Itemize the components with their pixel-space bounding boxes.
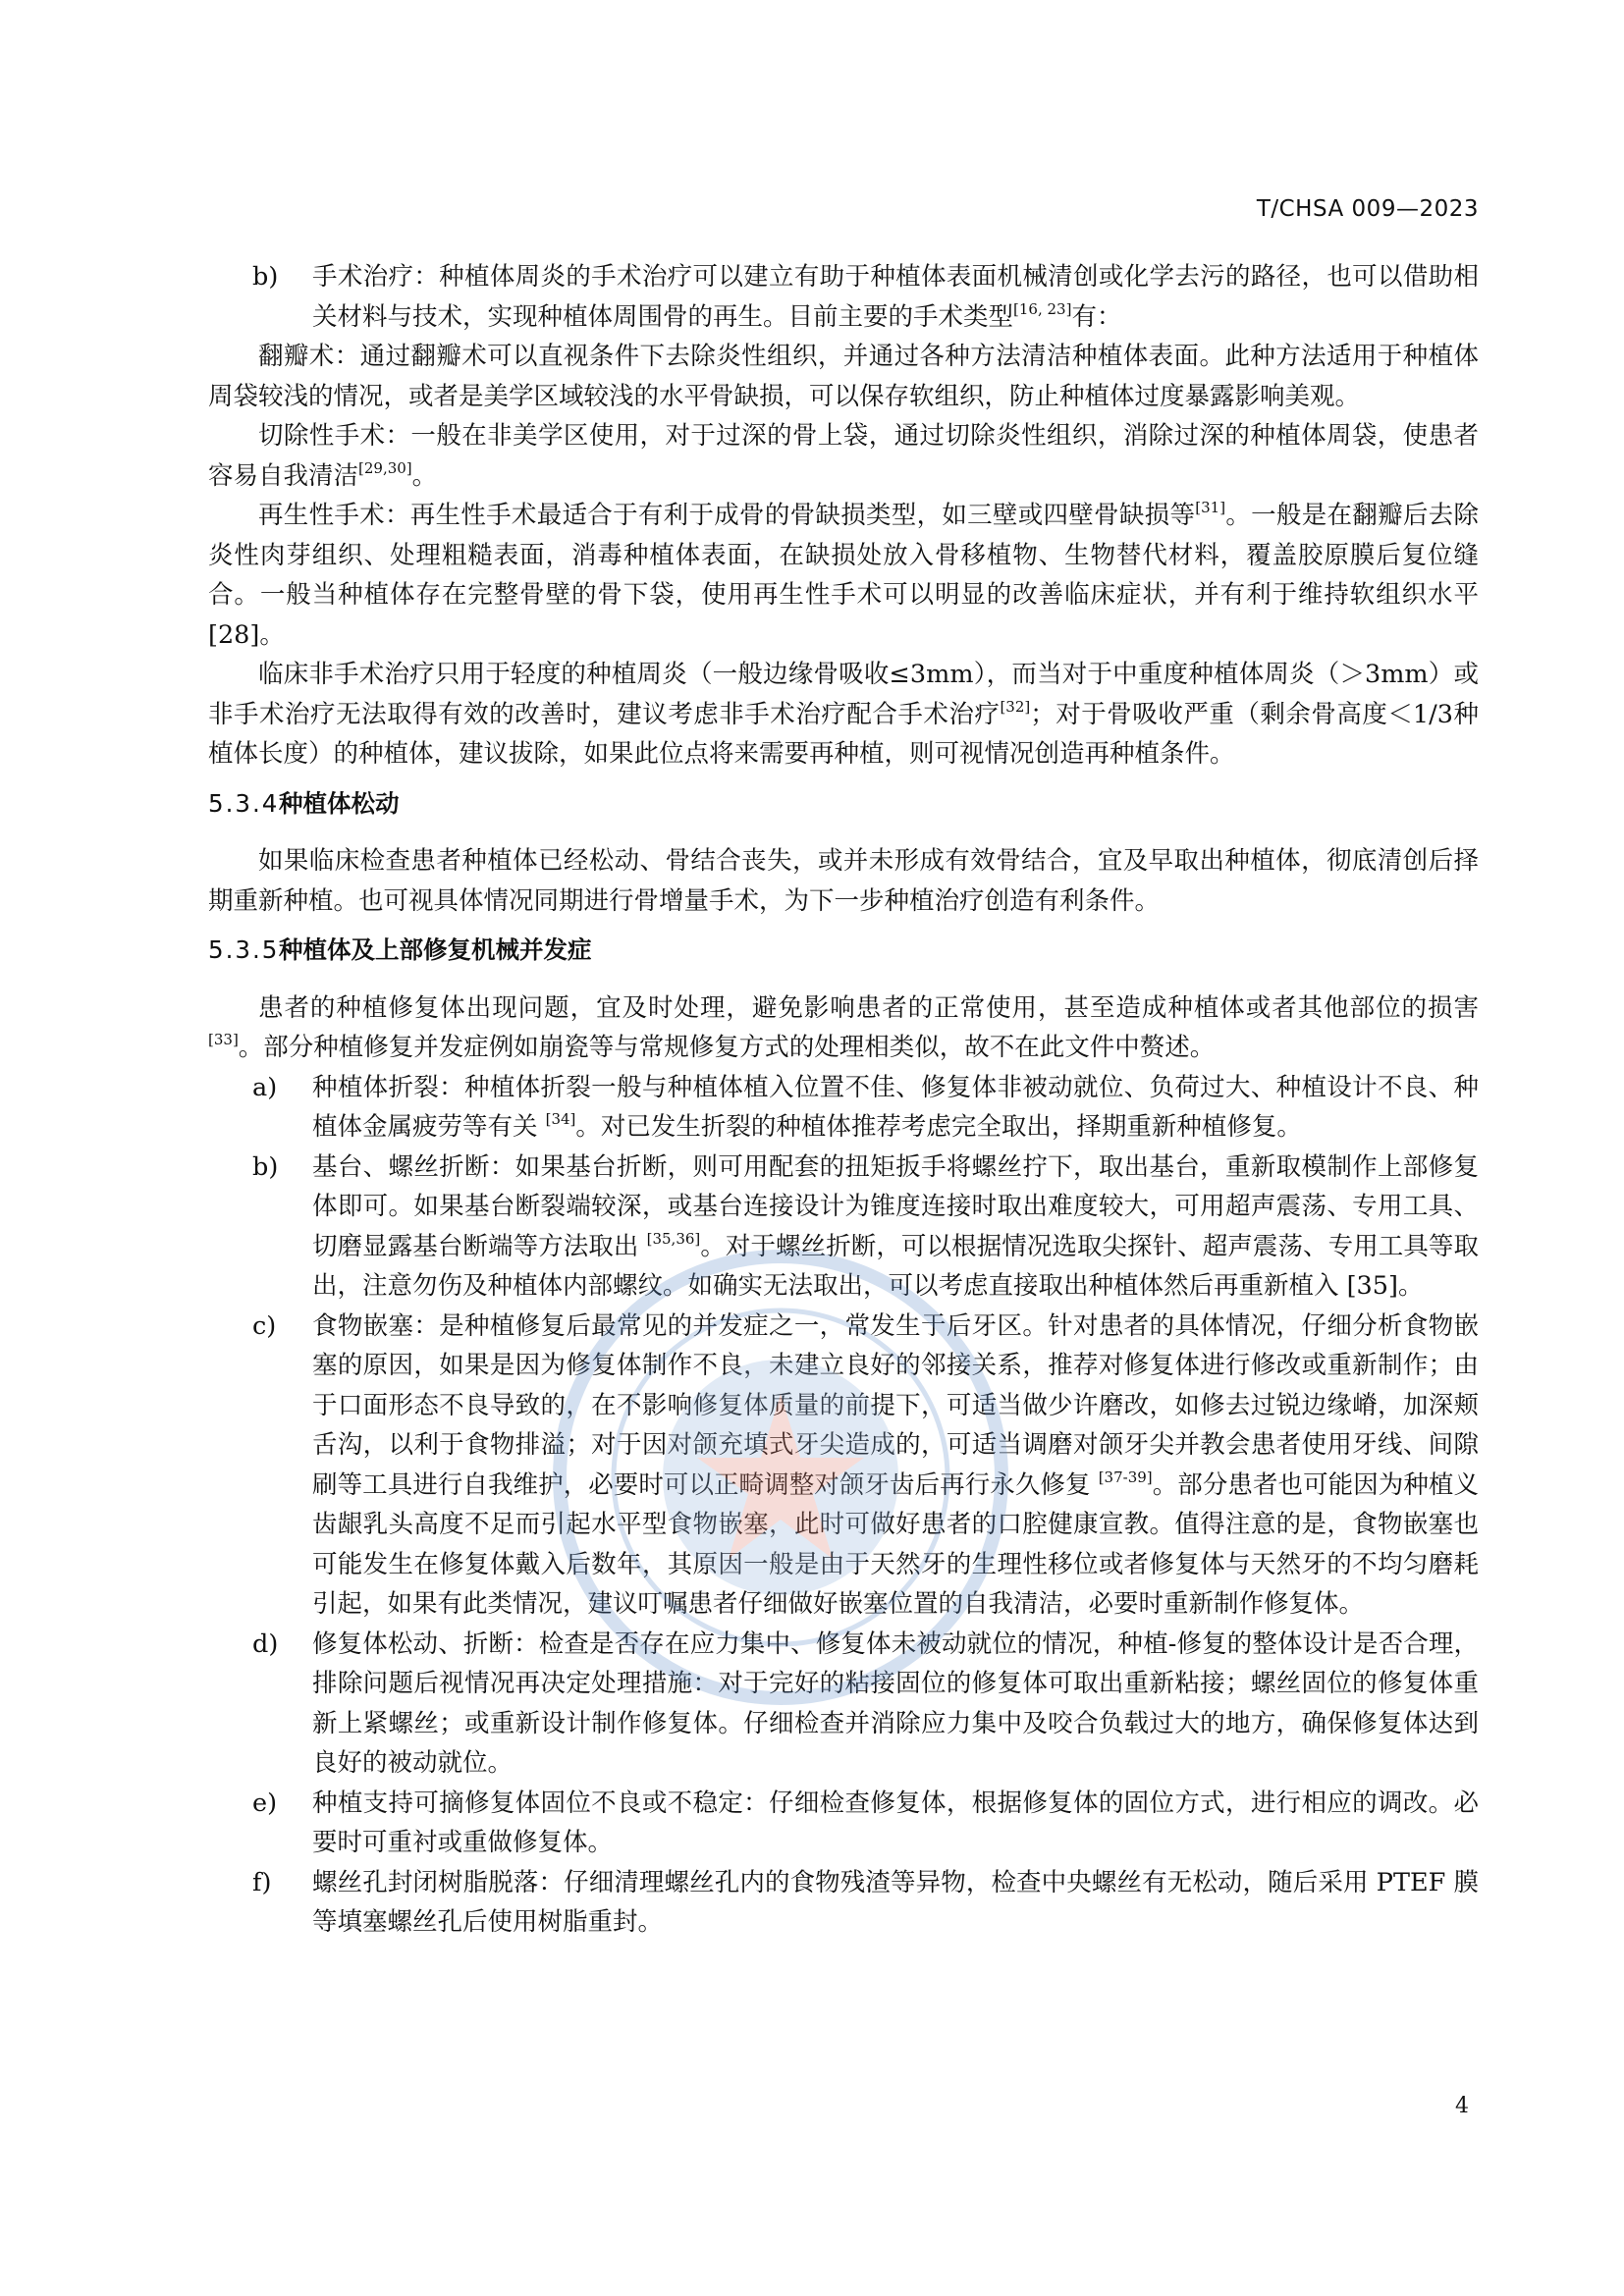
paragraph-text: 临床非手术治疗只用于轻度的种植周炎（一般边缘骨吸收≤3mm），而当对于中重度种植体周炎（＞3mm）或非手术治疗无法取得有效的改善时，建议考虑非手术治疗配合手术治疗 — [208, 660, 1479, 729]
citation-ref: [29,30] — [358, 458, 412, 477]
citation-ref: [35,36] — [646, 1229, 701, 1248]
paragraph-text: 种植体折裂：种植体折裂一般与种植体植入位置不佳、修复体非被动就位、负荷过大、种植设计不良、种植体金属疲劳等有关 — [312, 1072, 1479, 1142]
document-body — [208, 257, 1479, 1943]
list-item-label: d) — [252, 1629, 279, 1659]
citation-ref: [34] — [545, 1109, 576, 1128]
paragraph-text: 翻瓣术：通过翻瓣术可以直视条件下去除炎性组织，并通过各种方法清洁种植体表面。此种方法适用于种植体周袋较浅的情况，或者是美学区域较浅的水平骨缺损，可以保存软组织，防止种植体过度暴露影响美观。 — [208, 342, 1479, 411]
document-id: T/CHSA 009—2023 — [1256, 196, 1479, 222]
section-title: 种植体及上部修复机械并发症 — [279, 935, 592, 964]
paragraph-text-tail: 。 — [411, 460, 438, 491]
list-item-label: e) — [252, 1788, 278, 1818]
list-item-label: b) — [252, 262, 279, 292]
paragraph-text-tail: 。一般是在翻瓣后去除炎性肉芽组织、处理粗糙表面，消毒种植体表面，在缺损处放入骨移植物、生物替代材料，覆盖胶原膜后复位缝合。一般当种植体存在完整骨壁的骨下袋，使用再生性手术可以明显的改善临床症状，并有利于维持软组织水平[28]。 — [208, 501, 1479, 650]
section-heading — [208, 931, 1479, 971]
paragraph-text: 修复体松动、折断：检查是否存在应力集中、修复体未被动就位的情况，种植-修复的整体设计是否合理，排除问题后视情况再决定处理措施：对于完好的粘接固位的修复体可取出重新粘接；螺丝固位的修复体重新上紧螺丝；或重新设计制作修复体。仔细检查并消除应力集中及咬合负载过大的地方，确保修复体达到良好的被动就位。 — [312, 1629, 1479, 1778]
citation-ref: [16, 23] — [1013, 299, 1072, 318]
paragraph-text-tail: 。部分患者也可能因为种植义齿龈乳头高度不足而引起水平型食物嵌塞，此时可做好患者的口腔健康宣教。值得注意的是，食物嵌塞也可能发生在修复体戴入后数年，其原因一般是由于天然牙的生理性移位或者修复体与天然牙的不均匀磨耗引起，如果有此类情况，建议叮嘱患者仔细做好嵌塞位置的自我清洁，必要时重新制作修复体。 — [312, 1469, 1479, 1619]
list-item-body — [312, 1068, 1479, 1148]
list-item — [208, 1307, 1479, 1625]
list-item-body — [312, 1307, 1479, 1625]
section-number: 5.3.5 — [208, 935, 280, 964]
paragraph-text: 螺丝孔封闭树脂脱落：仔细清理螺丝孔内的食物残渣等异物，检查中央螺丝有无松动，随后采用 PTEF 膜等填塞螺丝孔后使用树脂重封。 — [312, 1867, 1479, 1937]
paragraph-text-tail: ；对于骨吸收严重（剩余骨高度＜1/3种植体长度）的种植体，建议拔除，如果此位点将来需要再种植，则可视情况创造再种植条件。 — [208, 699, 1479, 769]
list-item-body — [312, 1148, 1479, 1307]
list-item-label: a) — [252, 1072, 278, 1102]
list-item-label: f) — [252, 1867, 272, 1897]
list-item — [208, 1863, 1479, 1943]
list-item-label: b) — [252, 1151, 279, 1182]
list-item-body — [312, 1625, 1479, 1784]
citation-ref: [37-39] — [1098, 1468, 1153, 1486]
paragraph-text: 食物嵌塞：是种植修复后最常见的并发症之一，常发生于后牙区。针对患者的具体情况，仔细分析食物嵌塞的原因，如果是因为修复体制作不良，未建立良好的邻接关系，推荐对修复体进行修改或重新制作；由于口面形态不良导致的，在不影响修复体质量的前提下，可适当做少许磨改，如修去过锐边缘嵴，加深颊舌沟，以利于食物排溢；对于因对颌充填式牙尖造成的，可适当调磨对颌牙尖并教会患者使用牙线、间隙刷等工具进行自我维护，必要时可以正畸调整对颌牙齿后再行永久修复 — [312, 1310, 1479, 1500]
paragraph — [208, 337, 1479, 416]
section-number: 5.3.4 — [208, 788, 280, 818]
citation-ref: [33] — [208, 1030, 239, 1048]
list-item — [208, 257, 1479, 337]
list-item — [208, 1148, 1479, 1307]
paragraph — [208, 416, 1479, 496]
list-item-label: c) — [252, 1310, 277, 1341]
list-item-body — [312, 1863, 1479, 1943]
paragraph-text: 基台、螺丝折断：如果基台折断，则可用配套的扭矩扳手将螺丝拧下，取出基台，重新取模制作上部修复体即可。如果基台断裂端较深，或基台连接设计为锥度连接时取出难度较大，可用超声震荡、专用工具、切磨显露基台断端等方法取出 — [312, 1151, 1479, 1261]
paragraph-text: 患者的种植修复体出现问题，宜及时处理，避免影响患者的正常使用，甚至造成种植体或者其他部位的损害 — [258, 992, 1479, 1023]
paragraph — [208, 655, 1479, 774]
paragraph — [208, 496, 1479, 655]
list-item — [208, 1068, 1479, 1148]
paragraph-text: 再生性手术：再生性手术最适合于有利于成骨的骨缺损类型，如三壁或四壁骨缺损等 — [258, 501, 1196, 530]
paragraph-text-tail: 有： — [1071, 301, 1122, 332]
section-title: 种植体松动 — [279, 788, 400, 818]
paragraph — [208, 988, 1479, 1068]
page-number: 4 — [1455, 2094, 1469, 2118]
section-heading — [208, 784, 1479, 825]
citation-ref: [31] — [1195, 498, 1226, 516]
list-item-body — [312, 1784, 1479, 1863]
paragraph-text-tail: 。对已发生折裂的种植体推荐考虑完全取出，择期重新种植修复。 — [575, 1112, 1302, 1142]
paragraph-text-tail: 。对于螺丝折断，可以根据情况选取尖探针、超声震荡、专用工具等取出，注意勿伤及种植体内部螺纹。如确实无法取出，可以考虑直接取出种植体然后再重新植入 [35]。 — [312, 1231, 1479, 1301]
list-item — [208, 1784, 1479, 1863]
paragraph-text-tail: 。部分种植修复并发症例如崩瓷等与常规修复方式的处理相类似，故不在此文件中赘述。 — [238, 1033, 1216, 1062]
paragraph — [208, 841, 1479, 921]
paragraph-text: 切除性手术：一般在非美学区使用，对于过深的骨上袋，通过切除炎性组织，消除过深的种植体周袋，使患者容易自我清洁 — [208, 421, 1479, 491]
list-item-body — [312, 257, 1479, 337]
list-item — [208, 1625, 1479, 1784]
paragraph-text: 如果临床检查患者种植体已经松动、骨结合丧失，或并未形成有效骨结合，宜及早取出种植体，彻底清创后择期重新种植。也可视具体情况同期进行骨增量手术，为下一步种植治疗创造有利条件。 — [208, 846, 1479, 916]
paragraph-text: 手术治疗：种植体周炎的手术治疗可以建立有助于种植体表面机械清创或化学去污的路径，也可以借助相关材料与技术，实现种植体周围骨的再生。目前主要的手术类型 — [312, 262, 1479, 332]
citation-ref: [32] — [1000, 697, 1031, 716]
paragraph-text: 种植支持可摘修复体固位不良或不稳定：仔细检查修复体，根据修复体的固位方式，进行相应的调改。必要时可重衬或重做修复体。 — [312, 1788, 1479, 1857]
